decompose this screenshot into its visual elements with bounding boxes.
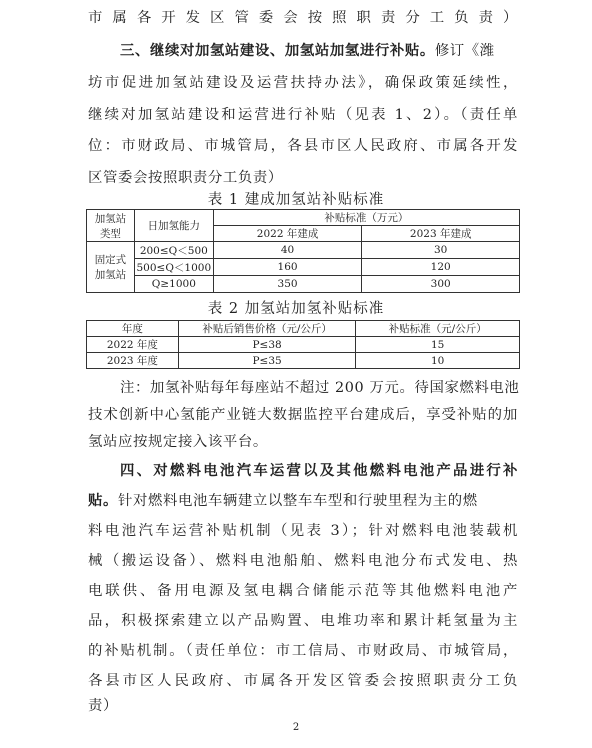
paragraph-line: 位：市财政局、市城管局，各县市区人民政府、市属各开发 bbox=[88, 138, 518, 154]
table-row bbox=[87, 276, 520, 293]
table-cell: P≤38 bbox=[178, 337, 356, 353]
table-1 bbox=[86, 209, 520, 293]
section-heading-3: 三、继续对加氢站建设、加氢站加氢进行补贴。 bbox=[120, 42, 435, 59]
table-cell: 30 bbox=[362, 242, 520, 259]
table-header-cell: 补贴标准（万元） bbox=[213, 210, 519, 226]
table-row bbox=[87, 259, 520, 276]
table-header-cell: 年度 bbox=[87, 321, 179, 337]
table-header-cell: 2022 年建成 bbox=[213, 226, 362, 242]
paragraph-text: 针对燃料电池车辆建立以整车车型和行驶里程为主的燃 bbox=[117, 493, 478, 509]
table-cell: 300 bbox=[362, 276, 520, 293]
table-cell: P≤35 bbox=[178, 353, 356, 369]
section-heading-4-cont: 贴。 bbox=[88, 492, 118, 509]
table-cell: 固定式 加氢站 bbox=[87, 242, 135, 293]
paragraph-line: 各县市区人民政府、市属各开发区管委会按照职责分工负 bbox=[88, 673, 518, 689]
table-header-cell: 补贴标准（元/公斤） bbox=[356, 321, 520, 337]
page-number: 2 bbox=[292, 722, 300, 733]
section-heading-4: 四、对燃料电池汽车运营以及其他燃料电池产品进行补 bbox=[120, 462, 518, 479]
table-cell: 2022 年度 bbox=[87, 337, 179, 353]
paragraph-line bbox=[120, 41, 518, 61]
table-cell: 10 bbox=[356, 353, 520, 369]
paragraph-line: 责） bbox=[88, 698, 118, 714]
table-cell: 40 bbox=[213, 242, 362, 259]
table-cell: 15 bbox=[356, 337, 520, 353]
table-header-cell: 加氢站 类型 bbox=[87, 210, 135, 242]
table-2 bbox=[86, 320, 520, 369]
paragraph-line bbox=[88, 491, 518, 511]
paragraph-line: 械（搬运设备）、燃料电池船舶、燃料电池分布式发电、热 bbox=[88, 553, 518, 569]
table-1-caption: 表 1 建成加氢站补贴标准 bbox=[207, 192, 385, 208]
paragraph-line: 继续对加氢站建设和运营进行补贴（见表 1、2）。（责任单 bbox=[88, 107, 518, 123]
table-2-caption: 表 2 加氢站加氢补贴标准 bbox=[207, 301, 385, 317]
table-cell: 500≤Q＜1000 bbox=[134, 259, 213, 276]
paragraph-line: 市属各开发区管委会按照职责分工负责） bbox=[88, 10, 518, 26]
table-row bbox=[87, 353, 520, 369]
paragraph-line: 品，积极探索建立以产品购置、电堆功率和累计耗氢量为主 bbox=[88, 613, 518, 629]
table-cell: 350 bbox=[213, 276, 362, 293]
paragraph-line: 区管委会按照职责分工负责） bbox=[88, 170, 283, 186]
table-cell: 200≤Q＜500 bbox=[134, 242, 213, 259]
paragraph-line: 的补贴机制。（责任单位：市工信局、市财政局、市城管局， bbox=[88, 643, 518, 659]
table-note-line: 注：加氢补贴每年每座站不超过 200 万元。待国家燃料电池 bbox=[120, 380, 520, 396]
table-note-line: 氢站应按规定接入该平台。 bbox=[88, 434, 268, 450]
paragraph-line: 料电池汽车运营补贴机制（见表 3）；针对燃料电池装载机 bbox=[88, 523, 518, 539]
table-cell: 2023 年度 bbox=[87, 353, 179, 369]
paragraph-line: 电联供、备用电源及氢电耦合储能示范等其他燃料电池产 bbox=[88, 583, 518, 599]
table-cell: 160 bbox=[213, 259, 362, 276]
table-row bbox=[87, 337, 520, 353]
paragraph-line: 坊市促进加氢站建设及运营扶持办法》，确保政策延续性， bbox=[88, 75, 518, 91]
table-header-cell: 2023 年建成 bbox=[362, 226, 520, 242]
paragraph-text: 修订《潍 bbox=[434, 43, 495, 59]
table-row bbox=[87, 242, 520, 259]
table-header-cell: 日加氢能力 bbox=[134, 210, 213, 242]
table-cell: 120 bbox=[362, 259, 520, 276]
table-header-cell: 补贴后销售价格（元/公斤） bbox=[178, 321, 356, 337]
table-cell: Q≥1000 bbox=[134, 276, 213, 293]
table-note-line: 技术创新中心氢能产业链大数据监控平台建成后，享受补贴的加 bbox=[88, 407, 518, 423]
